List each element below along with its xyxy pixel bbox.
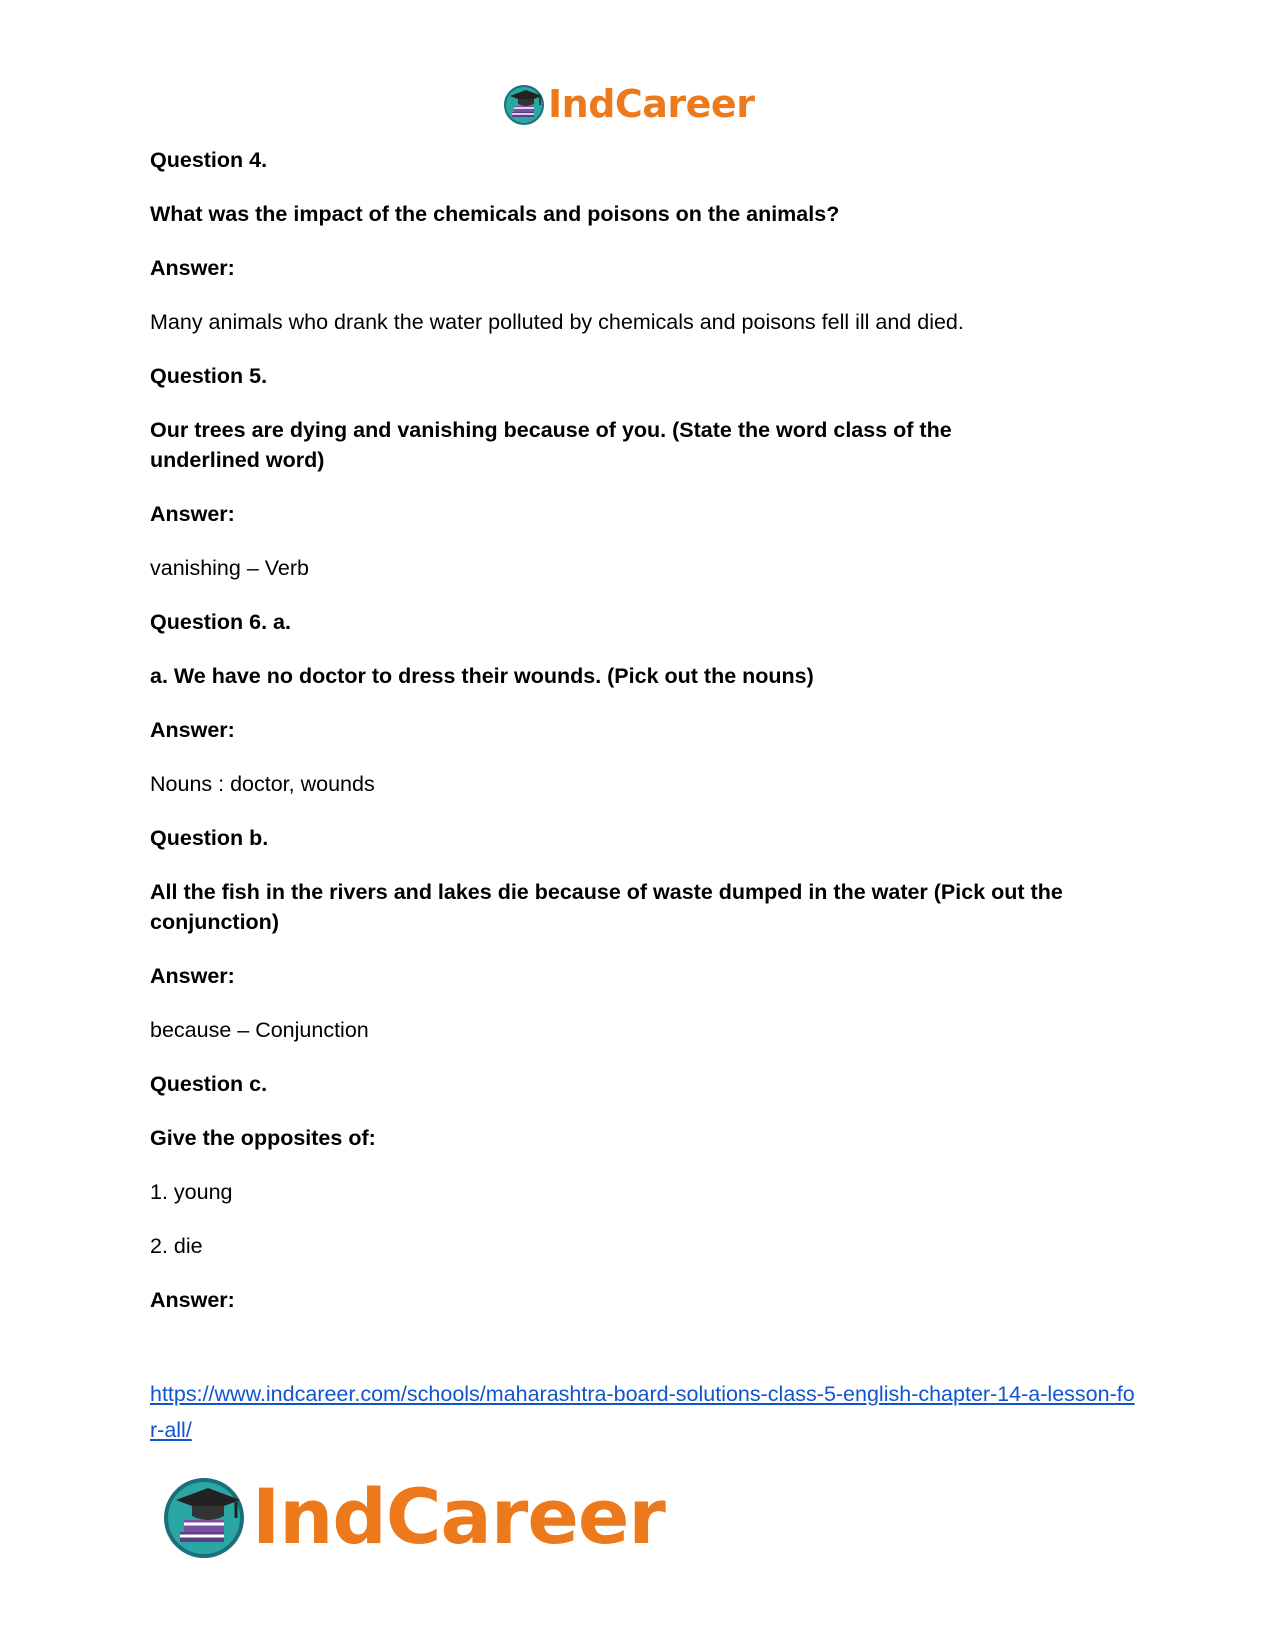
list-item-young: 1. young bbox=[150, 1180, 233, 1204]
answer-b-text: because – Conjunction bbox=[150, 1018, 369, 1042]
question-6a-heading: Question 6. a. bbox=[150, 610, 291, 634]
answer-label: Answer: bbox=[150, 964, 235, 988]
answer-label: Answer: bbox=[150, 718, 235, 742]
question-5-text: Our trees are dying and vanishing because of you. (State the word class of the underlined word) bbox=[150, 418, 952, 472]
question-5-heading: Question 5. bbox=[150, 364, 268, 388]
question-6a-text: a. We have no doctor to dress their wounds. (Pick out the nouns) bbox=[150, 664, 814, 688]
source-link[interactable]: https://www.indcareer.com/schools/maharashtra-board-solutions-class-5-english-chapter-14-a-lesson-for-all/ bbox=[150, 1382, 1135, 1442]
answer-6a-text: Nouns : doctor, wounds bbox=[150, 772, 375, 796]
document-body bbox=[150, 145, 1135, 1339]
answer-label: Answer: bbox=[150, 502, 235, 526]
answer-4-text: Many animals who drank the water polluted by chemicals and poisons fell ill and died. bbox=[150, 310, 964, 334]
footer-logo-text: IndCareer bbox=[252, 1471, 665, 1561]
answer-label: Answer: bbox=[150, 1288, 235, 1312]
footer-logo bbox=[160, 1468, 700, 1564]
graduation-cap-books-globe-icon bbox=[502, 82, 546, 126]
question-4-text: What was the impact of the chemicals and poisons on the animals? bbox=[150, 202, 840, 226]
header-logo bbox=[502, 80, 772, 128]
answer-5-text: vanishing – Verb bbox=[150, 556, 309, 580]
answer-label: Answer: bbox=[150, 256, 235, 280]
question-b-heading: Question b. bbox=[150, 826, 269, 850]
graduation-cap-books-globe-icon bbox=[160, 1472, 248, 1560]
header-logo-text: IndCareer bbox=[548, 82, 755, 126]
question-c-heading: Question c. bbox=[150, 1072, 268, 1096]
question-4-heading: Question 4. bbox=[150, 148, 268, 172]
question-b-text: All the fish in the rivers and lakes die because of waste dumped in the water (Pick out the conjunction) bbox=[150, 880, 1063, 934]
source-link-block bbox=[150, 1376, 1135, 1448]
question-c-text: Give the opposites of: bbox=[150, 1126, 376, 1150]
list-item-die: 2. die bbox=[150, 1234, 203, 1258]
